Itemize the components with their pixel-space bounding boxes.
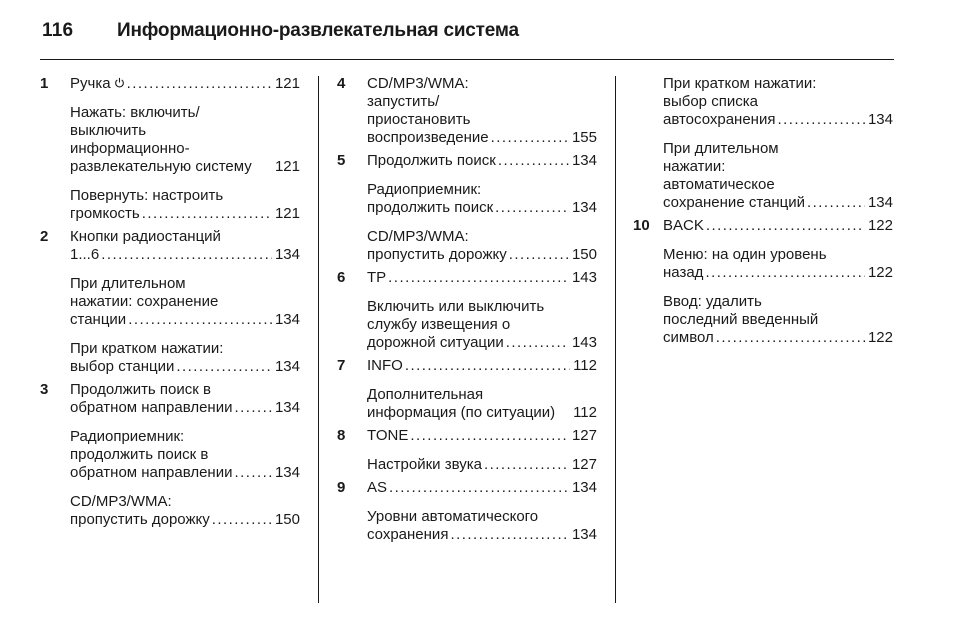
- entry-text-line: TP: [367, 269, 387, 286]
- dot-leader: [101, 246, 272, 264]
- entry-last-line: [70, 311, 300, 329]
- column-divider-2: [615, 76, 616, 603]
- power-icon: [114, 75, 125, 93]
- entry-last-line: [70, 464, 300, 482]
- entry-text-line: CD/MP3/WMA:: [367, 228, 469, 245]
- entry-number: 7: [337, 357, 346, 374]
- entry-number: 9: [337, 479, 346, 496]
- index-subentry: [40, 428, 300, 482]
- page-reference[interactable]: 143: [571, 334, 597, 351]
- index-subentry: [337, 228, 597, 264]
- entry-last-line: [367, 479, 597, 497]
- page-reference[interactable]: 122: [867, 329, 893, 346]
- index-subentry: [40, 104, 300, 176]
- dot-leader: [509, 246, 569, 264]
- entry-last-line: [367, 427, 597, 445]
- dot-leader: [212, 511, 272, 529]
- index-subentry: [40, 340, 300, 376]
- dot-leader: [450, 526, 569, 544]
- entry-last-line: [70, 399, 300, 417]
- entry-text-line: информационно-: [70, 140, 190, 157]
- entry-text-line: INFO: [367, 357, 403, 374]
- entry-text-line: При кратком нажатии:: [663, 75, 817, 92]
- dot-leader: [234, 464, 272, 482]
- entry-text-line: Настройки звука: [367, 456, 482, 473]
- entry-text-line: запустить/: [367, 93, 440, 110]
- page-reference[interactable]: 134: [571, 479, 597, 496]
- entry-last-line: [663, 329, 893, 347]
- entry-number: 3: [40, 381, 49, 398]
- dot-leader: [176, 358, 272, 376]
- index-subentry: [633, 140, 893, 212]
- index-subentry: [633, 75, 893, 129]
- entry-text-line: Кнопки радиостанций: [70, 228, 221, 245]
- page-title: Информационно-развлекательная система: [117, 20, 519, 41]
- entry-text-line: CD/MP3/WMA:: [70, 493, 172, 510]
- index-entry-7: [337, 357, 597, 375]
- page-number: 116: [42, 20, 74, 41]
- dot-leader: [405, 357, 570, 375]
- entry-text-line: автосохранения: [663, 111, 776, 128]
- entry-last-line: [367, 246, 597, 264]
- entry-text-line: При длительном: [663, 140, 779, 157]
- entry-text-line: Радиоприемник:: [367, 181, 482, 198]
- page-reference[interactable]: 127: [571, 456, 597, 473]
- entry-last-line: [70, 75, 300, 93]
- dot-leader: [388, 269, 569, 287]
- dot-leader: [128, 311, 272, 329]
- index-subentry: [337, 298, 597, 352]
- entry-text-line: При длительном: [70, 275, 186, 292]
- entry-last-line: [367, 269, 597, 287]
- entry-last-line: [663, 217, 893, 235]
- index-entry-10: [633, 217, 893, 235]
- entry-text-line: выбор списка: [663, 93, 758, 110]
- entry-text-line: пропустить дорожку: [367, 246, 507, 263]
- dot-leader: [705, 264, 865, 282]
- entry-last-line: [367, 357, 597, 375]
- entry-last-line: [663, 111, 893, 129]
- page-reference[interactable]: 122: [867, 217, 893, 234]
- dot-leader: [127, 75, 272, 93]
- index-subentry: [337, 386, 597, 422]
- index-entry-6: [337, 269, 597, 287]
- entry-number: 2: [40, 228, 49, 245]
- entry-text-line: При кратком нажатии:: [70, 340, 224, 357]
- index-subentry: [40, 187, 300, 223]
- entry-text-line: дорожной ситуации: [367, 334, 504, 351]
- entry-last-line: [70, 246, 300, 264]
- page-reference[interactable]: 122: [867, 264, 893, 281]
- dot-leader: [410, 427, 569, 445]
- entry-text-line: обратном направлении: [70, 399, 233, 416]
- dot-leader: [484, 456, 569, 474]
- page-reference[interactable]: 134: [274, 358, 300, 375]
- index-column-2: [337, 75, 597, 544]
- entry-text-line: выбор станции: [70, 358, 175, 375]
- page-reference[interactable]: 143: [571, 269, 597, 286]
- column-divider-1: [318, 76, 319, 603]
- entry-text-line: развлекательную систему: [70, 158, 252, 175]
- dot-leader: [777, 111, 865, 129]
- entry-last-line: [70, 158, 300, 176]
- entry-text-line: станции: [70, 311, 127, 328]
- entry-text-line: Нажать: включить/: [70, 104, 200, 121]
- entry-text-line: приостановить: [367, 111, 471, 128]
- entry-text-line: TONE: [367, 427, 409, 444]
- page-reference[interactable]: 155: [571, 129, 597, 146]
- dot-leader: [506, 334, 569, 352]
- entry-last-line: [367, 129, 597, 147]
- index-subentry: [40, 493, 300, 529]
- index-entry-4: [337, 75, 597, 147]
- dot-leader: [495, 199, 569, 217]
- header-rule: [40, 59, 894, 60]
- index-entry-3: [40, 381, 300, 417]
- dot-leader: [234, 399, 272, 417]
- page-reference[interactable]: 134: [571, 199, 597, 216]
- index-entry-8: [337, 427, 597, 445]
- entry-last-line: [367, 152, 597, 170]
- entry-last-line: [70, 511, 300, 529]
- entry-text-line: BACK: [663, 217, 704, 234]
- index-subentry: [633, 246, 893, 282]
- page-reference[interactable]: 127: [571, 427, 597, 444]
- index-subentry: [337, 508, 597, 544]
- entry-text-line: последний введенный: [663, 311, 819, 328]
- dot-leader: [498, 152, 569, 170]
- entry-text-line: 1...6: [70, 246, 100, 263]
- entry-number: 4: [337, 75, 346, 92]
- index-column-3: [633, 75, 893, 347]
- dot-leader: [706, 217, 865, 235]
- page-reference[interactable]: 112: [573, 357, 597, 374]
- page-reference[interactable]: 150: [571, 246, 597, 263]
- entry-last-line: [663, 264, 893, 282]
- page-reference[interactable]: 134: [571, 152, 597, 169]
- page-reference[interactable]: 134: [571, 526, 597, 543]
- entry-last-line: [367, 456, 597, 474]
- entry-text-line: службу извещения о: [367, 316, 511, 333]
- index-entry-5: [337, 152, 597, 170]
- entry-text-line: воспроизведение: [367, 129, 489, 146]
- entry-text-line: Ручка: [70, 75, 111, 92]
- dot-leader: [142, 205, 272, 223]
- index-column-1: [40, 75, 300, 529]
- page-reference[interactable]: 121: [274, 205, 300, 222]
- entry-text-line: автоматическое: [663, 176, 775, 193]
- index-subentry: [337, 181, 597, 217]
- page-reference[interactable]: 134: [274, 311, 300, 328]
- entry-text-line: Продолжить поиск в: [70, 381, 211, 398]
- index-subentry: [633, 293, 893, 347]
- entry-text-line: Дополнительная: [367, 386, 484, 403]
- entry-last-line: [367, 404, 597, 422]
- entry-text-line: Включить или выключить: [367, 298, 545, 315]
- index-subentry: [40, 275, 300, 329]
- dot-leader: [807, 194, 865, 212]
- entry-text-line: пропустить дорожку: [70, 511, 210, 528]
- entry-text-line: нажатии:: [663, 158, 726, 175]
- index-subentry: [337, 456, 597, 474]
- entry-last-line: [367, 199, 597, 217]
- entry-number: 5: [337, 152, 346, 169]
- entry-text-line: Повернуть: настроить: [70, 187, 224, 204]
- page-reference[interactable]: 134: [274, 464, 300, 481]
- dot-leader: [716, 329, 865, 347]
- entry-text-line: продолжить поиск: [367, 199, 494, 216]
- entry-last-line: [367, 334, 597, 352]
- entry-text-line: Меню: на один уровень: [663, 246, 827, 263]
- entry-text-line: AS: [367, 479, 388, 496]
- dot-leader: [491, 129, 569, 147]
- dot-leader: [389, 479, 569, 497]
- index-entry-9: [337, 479, 597, 497]
- page-reference[interactable]: 134: [274, 246, 300, 263]
- entry-last-line: [663, 194, 893, 212]
- page-reference[interactable]: 121: [274, 158, 300, 175]
- entry-last-line: [70, 358, 300, 376]
- entry-text-line: Радиоприемник:: [70, 428, 185, 445]
- entry-text-line: продолжить поиск в: [70, 446, 209, 463]
- entry-text-line: сохранение станций: [663, 194, 806, 211]
- entry-text-line: Ввод: удалить: [663, 293, 762, 310]
- entry-text-line: символ: [663, 329, 714, 346]
- page-reference[interactable]: 134: [867, 111, 893, 128]
- entry-number: 6: [337, 269, 346, 286]
- entry-text-line: выключить: [70, 122, 147, 139]
- index-entry-1: [40, 75, 300, 93]
- page-reference[interactable]: 112: [573, 404, 597, 421]
- page-reference[interactable]: 121: [274, 75, 300, 92]
- entry-text-line: информация (по ситуации): [367, 404, 556, 421]
- entry-text-line: громкость: [70, 205, 140, 222]
- page-reference[interactable]: 134: [867, 194, 893, 211]
- entry-text-line: Уровни автоматического: [367, 508, 539, 525]
- index-entry-2: [40, 228, 300, 264]
- entry-text-line: назад: [663, 264, 704, 281]
- entry-number: 1: [40, 75, 49, 92]
- entry-text-line: сохранения: [367, 526, 449, 543]
- entry-text-line: Продолжить поиск: [367, 152, 496, 169]
- page-reference[interactable]: 150: [274, 511, 300, 528]
- entry-number: 10: [633, 217, 650, 234]
- page-reference[interactable]: 134: [274, 399, 300, 416]
- entry-number: 8: [337, 427, 346, 444]
- entry-last-line: [367, 526, 597, 544]
- entry-text-line: нажатии: сохранение: [70, 293, 219, 310]
- entry-text-line: CD/MP3/WMA:: [367, 75, 469, 92]
- entry-last-line: [70, 205, 300, 223]
- entry-text-line: обратном направлении: [70, 464, 233, 481]
